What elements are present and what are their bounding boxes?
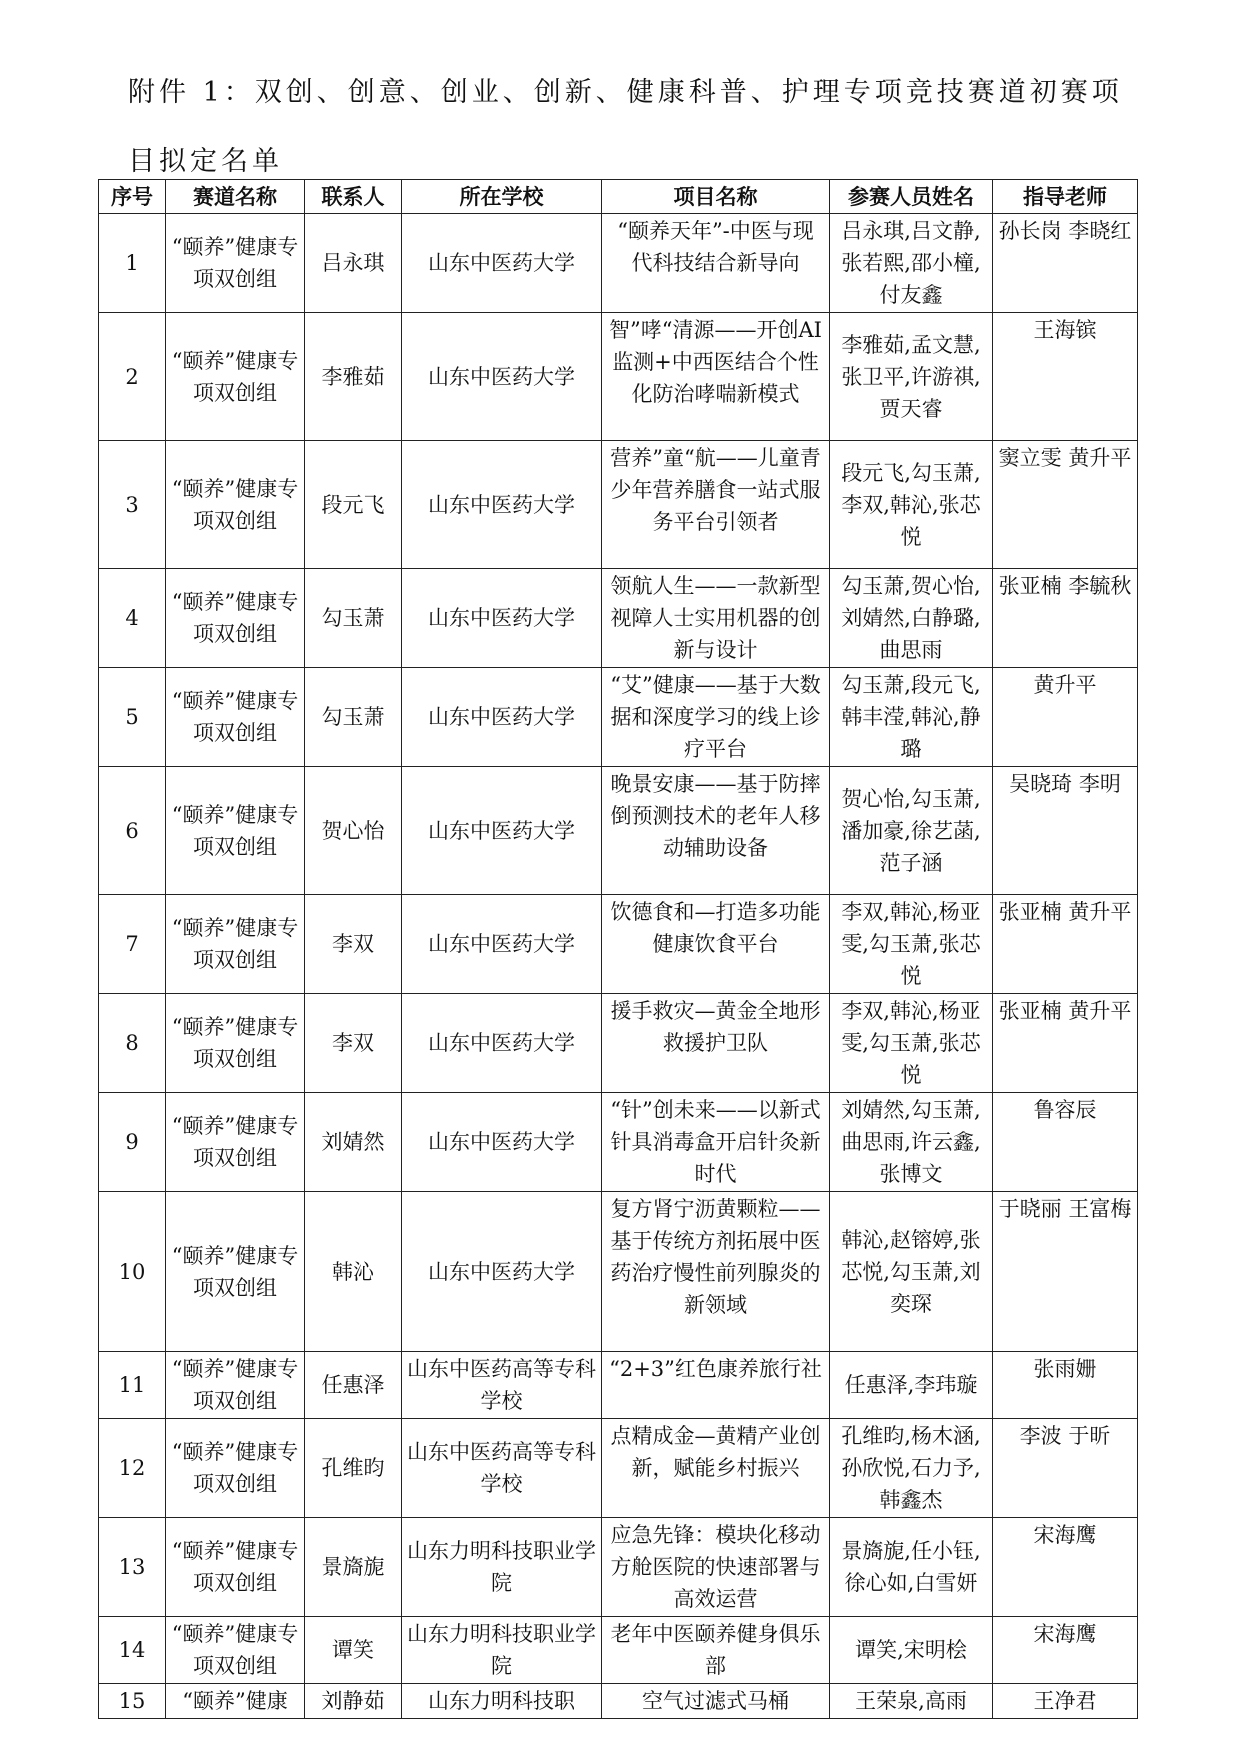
cell-members: 勾玉萧,段元飞,韩丰滢,韩沁,静璐 — [830, 668, 993, 767]
cell-track: “颐养”健康专项双创组 — [166, 1518, 305, 1617]
cell-no: 14 — [99, 1617, 166, 1684]
cell-project: 空气过滤式马桶 — [602, 1684, 830, 1719]
cell-school: 山东中医药大学 — [402, 668, 602, 767]
header-project: 项目名称 — [602, 180, 830, 214]
cell-contact: 贺心怡 — [305, 767, 402, 895]
cell-members: 勾玉萧,贺心怡,刘婧然,白静璐,曲思雨 — [830, 569, 993, 668]
cell-members: 刘婧然,勾玉萧,曲思雨,许云鑫,张博文 — [830, 1093, 993, 1192]
cell-school: 山东中医药大学 — [402, 569, 602, 668]
cell-no: 13 — [99, 1518, 166, 1617]
cell-advisor: 李波 于昕 — [993, 1419, 1138, 1518]
cell-no: 7 — [99, 895, 166, 994]
cell-contact: 刘婧然 — [305, 1093, 402, 1192]
table-row — [99, 767, 1138, 895]
table-row — [99, 895, 1138, 994]
cell-advisor: 吴晓琦 李明 — [993, 767, 1138, 895]
cell-no: 8 — [99, 994, 166, 1093]
cell-school: 山东中医药大学 — [402, 767, 602, 895]
cell-school: 山东中医药高等专科学校 — [402, 1419, 602, 1518]
table-row — [99, 1093, 1138, 1192]
cell-track: “颐养”健康专项双创组 — [166, 313, 305, 441]
cell-contact: 李双 — [305, 994, 402, 1093]
cell-school: 山东中医药大学 — [402, 214, 602, 313]
cell-project: 领航人生——一款新型视障人士实用机器的创新与设计 — [602, 569, 830, 668]
cell-advisor: 黄升平 — [993, 668, 1138, 767]
cell-advisor: 张亚楠 李毓秋 — [993, 569, 1138, 668]
table-row — [99, 1684, 1138, 1719]
cell-project: 智”哮“清源——开创AI监测+中西医结合个性化防治哮喘新模式 — [602, 313, 830, 441]
cell-school: 山东中医药大学 — [402, 441, 602, 569]
table-row — [99, 569, 1138, 668]
cell-school: 山东力明科技职 — [402, 1684, 602, 1719]
cell-contact: 勾玉萧 — [305, 668, 402, 767]
cell-members: 贺心怡,勾玉萧,潘加豪,徐艺菡,范子涵 — [830, 767, 993, 895]
table-row — [99, 1617, 1138, 1684]
cell-no: 2 — [99, 313, 166, 441]
cell-track: “颐养”健康 — [166, 1684, 305, 1719]
cell-project: “颐养天年”-中医与现代科技结合新导向 — [602, 214, 830, 313]
cell-no: 12 — [99, 1419, 166, 1518]
cell-no: 11 — [99, 1352, 166, 1419]
cell-members: 李雅茹,孟文慧,张卫平,许游祺,贾天睿 — [830, 313, 993, 441]
cell-advisor: 窦立雯 黄升平 — [993, 441, 1138, 569]
cell-contact: 孔维昀 — [305, 1419, 402, 1518]
cell-advisor: 张亚楠 黄升平 — [993, 994, 1138, 1093]
table-body — [99, 214, 1138, 1719]
header-track: 赛道名称 — [166, 180, 305, 214]
cell-no: 4 — [99, 569, 166, 668]
cell-project: 点精成金—黄精产业创新，赋能乡村振兴 — [602, 1419, 830, 1518]
cell-advisor: 宋海鹰 — [993, 1518, 1138, 1617]
cell-project: 复方肾宁沥黄颗粒——基于传统方剂拓展中医药治疗慢性前列腺炎的新领域 — [602, 1192, 830, 1352]
table-row — [99, 1192, 1138, 1352]
cell-no: 10 — [99, 1192, 166, 1352]
cell-members: 孔维昀,杨木涵,孙欣悦,石力予,韩鑫杰 — [830, 1419, 993, 1518]
cell-contact: 景旖旎 — [305, 1518, 402, 1617]
header-contact: 联系人 — [305, 180, 402, 214]
cell-school: 山东中医药大学 — [402, 313, 602, 441]
cell-project: 应急先锋：模块化移动方舱医院的快速部署与高效运营 — [602, 1518, 830, 1617]
table-row — [99, 994, 1138, 1093]
cell-track: “颐养”健康专项双创组 — [166, 569, 305, 668]
cell-advisor: 王净君 — [993, 1684, 1138, 1719]
project-list-table — [98, 179, 1138, 1719]
cell-advisor: 王海镔 — [993, 313, 1138, 441]
cell-advisor: 于晓丽 王富梅 — [993, 1192, 1138, 1352]
cell-project: 营养”童“航——儿童青少年营养膳食一站式服务平台引领者 — [602, 441, 830, 569]
cell-advisor: 孙长岗 李晓红 — [993, 214, 1138, 313]
cell-school: 山东中医药高等专科学校 — [402, 1352, 602, 1419]
cell-advisor: 张亚楠 黄升平 — [993, 895, 1138, 994]
cell-track: “颐养”健康专项双创组 — [166, 668, 305, 767]
cell-track: “颐养”健康专项双创组 — [166, 1617, 305, 1684]
cell-advisor: 宋海鹰 — [993, 1617, 1138, 1684]
cell-contact: 李雅茹 — [305, 313, 402, 441]
table-row — [99, 441, 1138, 569]
cell-track: “颐养”健康专项双创组 — [166, 441, 305, 569]
cell-no: 15 — [99, 1684, 166, 1719]
cell-project: “艾”健康——基于大数据和深度学习的线上诊疗平台 — [602, 668, 830, 767]
header-school: 所在学校 — [402, 180, 602, 214]
header-no: 序号 — [99, 180, 166, 214]
document-title: 附件 1：双创、创意、创业、创新、健康科普、护理专项竞技赛道初赛项目拟定名单 — [128, 77, 1123, 177]
cell-track: “颐养”健康专项双创组 — [166, 1352, 305, 1419]
cell-contact: 李双 — [305, 895, 402, 994]
cell-contact: 段元飞 — [305, 441, 402, 569]
cell-school: 山东中医药大学 — [402, 994, 602, 1093]
cell-members: 景旖旎,任小钰,徐心如,白雪妍 — [830, 1518, 993, 1617]
cell-project: “2+3”红色康养旅行社 — [602, 1352, 830, 1419]
cell-school: 山东中医药大学 — [402, 895, 602, 994]
cell-project: 饮德食和—打造多功能健康饮食平台 — [602, 895, 830, 994]
cell-school: 山东力明科技职业学院 — [402, 1617, 602, 1684]
table-row — [99, 214, 1138, 313]
cell-contact: 谭笑 — [305, 1617, 402, 1684]
cell-members: 李双,韩沁,杨亚雯,勾玉萧,张芯悦 — [830, 994, 993, 1093]
cell-project: “针”创未来——以新式针具消毒盒开启针灸新时代 — [602, 1093, 830, 1192]
cell-advisor: 张雨姗 — [993, 1352, 1138, 1419]
table-row — [99, 1518, 1138, 1617]
cell-contact: 刘静茹 — [305, 1684, 402, 1719]
cell-school: 山东力明科技职业学院 — [402, 1518, 602, 1617]
cell-contact: 吕永琪 — [305, 214, 402, 313]
cell-track: “颐养”健康专项双创组 — [166, 767, 305, 895]
cell-no: 5 — [99, 668, 166, 767]
cell-members: 韩沁,赵镕婷,张芯悦,勾玉萧,刘奕琛 — [830, 1192, 993, 1352]
cell-track: “颐养”健康专项双创组 — [166, 1093, 305, 1192]
cell-track: “颐养”健康专项双创组 — [166, 1419, 305, 1518]
cell-no: 1 — [99, 214, 166, 313]
table-row — [99, 668, 1138, 767]
cell-no: 3 — [99, 441, 166, 569]
cell-project: 晚景安康——基于防摔倒预测技术的老年人移动辅助设备 — [602, 767, 830, 895]
cell-track: “颐养”健康专项双创组 — [166, 1192, 305, 1352]
cell-members: 任惠泽,李玮璇 — [830, 1352, 993, 1419]
cell-members: 吕永琪,吕文静,张若熙,邵小橦,付友鑫 — [830, 214, 993, 313]
table-row — [99, 1419, 1138, 1518]
cell-track: “颐养”健康专项双创组 — [166, 895, 305, 994]
cell-project: 老年中医颐养健身俱乐部 — [602, 1617, 830, 1684]
cell-members: 李双,韩沁,杨亚雯,勾玉萧,张芯悦 — [830, 895, 993, 994]
cell-contact: 任惠泽 — [305, 1352, 402, 1419]
cell-contact: 韩沁 — [305, 1192, 402, 1352]
cell-track: “颐养”健康专项双创组 — [166, 994, 305, 1093]
header-members: 参赛人员姓名 — [830, 180, 993, 214]
cell-no: 9 — [99, 1093, 166, 1192]
cell-project: 援手救灾—黄金全地形救援护卫队 — [602, 994, 830, 1093]
table-row — [99, 313, 1138, 441]
cell-no: 6 — [99, 767, 166, 895]
header-advisor: 指导老师 — [993, 180, 1138, 214]
cell-members: 段元飞,勾玉萧,李双,韩沁,张芯悦 — [830, 441, 993, 569]
cell-contact: 勾玉萧 — [305, 569, 402, 668]
cell-track: “颐养”健康专项双创组 — [166, 214, 305, 313]
table-header-row — [99, 180, 1138, 214]
cell-school: 山东中医药大学 — [402, 1093, 602, 1192]
cell-school: 山东中医药大学 — [402, 1192, 602, 1352]
cell-members: 王荣泉,高雨 — [830, 1684, 993, 1719]
table-row — [99, 1352, 1138, 1419]
cell-members: 谭笑,宋明桧 — [830, 1617, 993, 1684]
cell-advisor: 鲁容辰 — [993, 1093, 1138, 1192]
